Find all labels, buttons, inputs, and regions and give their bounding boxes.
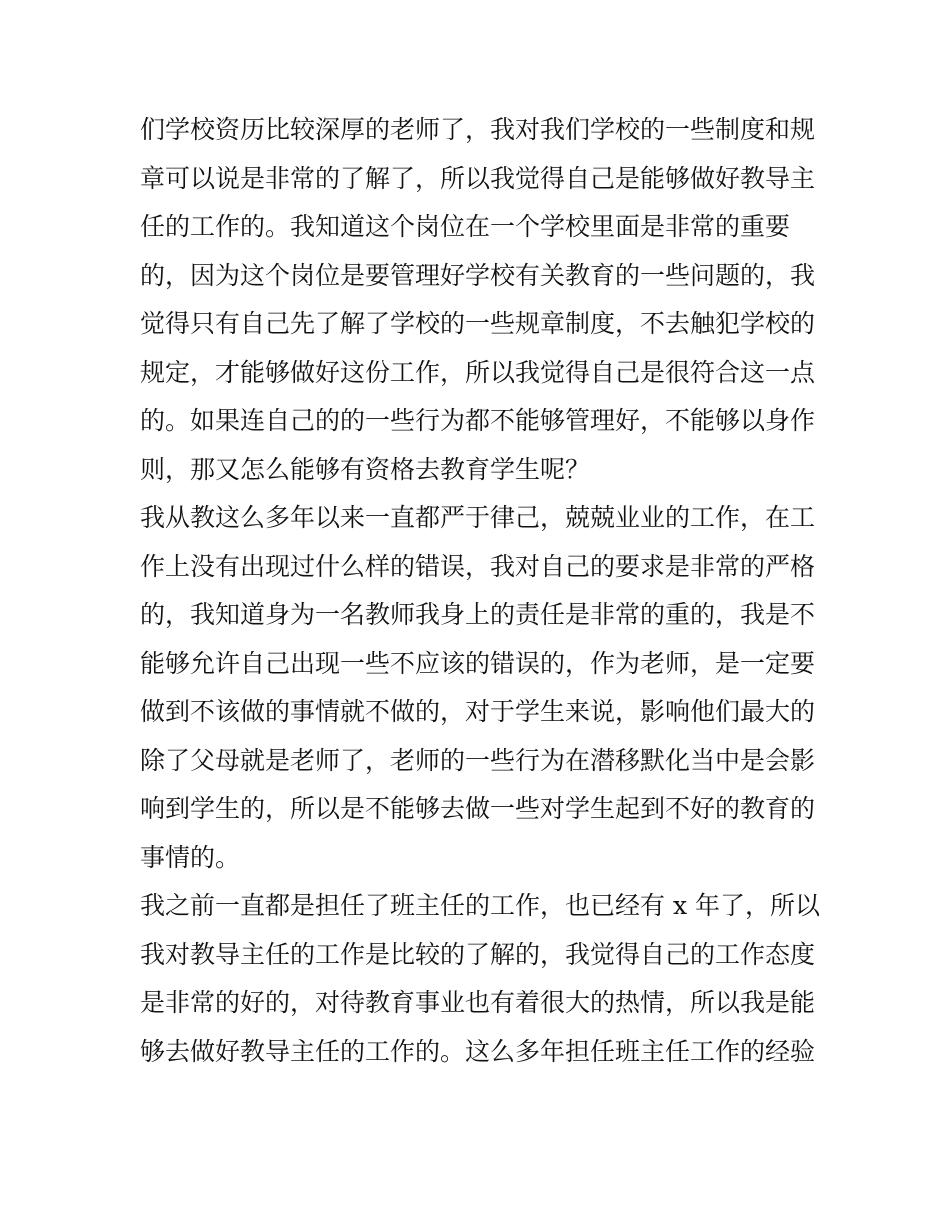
text-line: 我对教导主任的工作是比较的了解的，我觉得自己的工作态度 bbox=[140, 939, 816, 969]
text-line: 我之前一直都是担任了班主任的工作，也已经有 x 年了，所以 bbox=[140, 891, 820, 920]
text-line: 任的工作的。我知道这个岗位在一个学校里面是非常的重要 bbox=[140, 212, 791, 241]
text-line: 是非常的好的，对待教育事业也有着很大的热情，所以我是能 bbox=[140, 988, 816, 1017]
text-line: 觉得只有自己先了解了学校的一些规章制度，不去触犯学校的 bbox=[140, 309, 816, 338]
text-line: 则，那又怎么能够有资格去教育学生呢？ bbox=[140, 454, 591, 484]
text-line: 能够允许自己出现一些不应该的错误的，作为老师，是一定要 bbox=[140, 648, 816, 678]
text-line: 的，因为这个岗位是要管理好学校有关教育的一些问题的，我 bbox=[140, 260, 816, 290]
text-line: 们学校资历比较深厚的老师了，我对我们学校的一些制度和规 bbox=[140, 115, 816, 144]
text-line: 规定，才能够做好这份工作，所以我觉得自己是很符合这一点 bbox=[140, 357, 816, 387]
text-line: 做到不该做的事情就不做的，对于学生来说，影响他们最大的 bbox=[140, 697, 816, 726]
text-line: 够去做好教导主任的工作的。这么多年担任班主任工作的经验 bbox=[140, 1036, 816, 1066]
text-line: 事情的。 bbox=[140, 842, 241, 872]
text-line: 我从教这么多年以来一直都严于律己，兢兢业业的工作，在工 bbox=[140, 503, 816, 532]
text-line: 章可以说是非常的了解了，所以我觉得自己是能够做好教导主 bbox=[140, 163, 816, 193]
text-line: 作上没有出现过什么样的错误，我对自己的要求是非常的严格 bbox=[140, 551, 816, 581]
text-line: 的，我知道身为一名教师我身上的责任是非常的重的，我是不 bbox=[140, 600, 816, 629]
text-line: 的。如果连自己的的一些行为都不能够管理好，不能够以身作 bbox=[140, 406, 816, 435]
text-line: 响到学生的，所以是不能够去做一些对学生起到不好的教育的 bbox=[140, 794, 816, 823]
text-line: 除了父母就是老师了，老师的一些行为在潜移默化当中是会影 bbox=[140, 745, 816, 775]
body-text bbox=[140, 106, 820, 1076]
